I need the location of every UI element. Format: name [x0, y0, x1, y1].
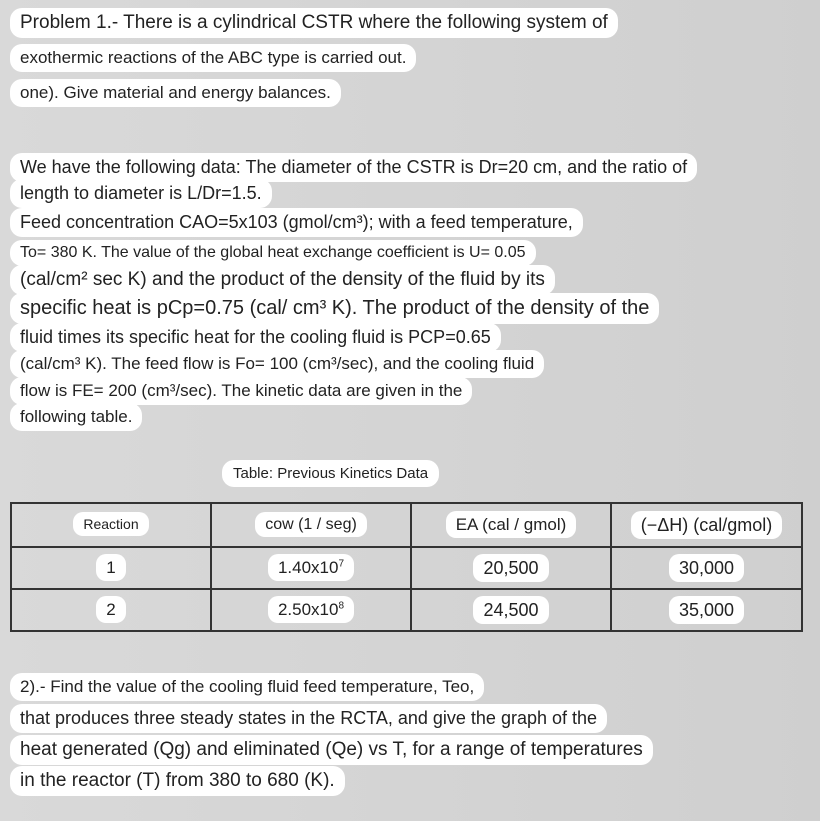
data-line: We have the following data: The diameter of the CSTR is Dr=20 cm, and the ratio of: [10, 153, 697, 182]
data-line: (cal/cm² sec K) and the product of the density of the fluid by its: [10, 265, 555, 295]
cell-dh: 30,000: [669, 554, 744, 582]
table-row: [11, 547, 802, 589]
data-line: To= 380 K. The value of the global heat exchange coefficient is U= 0.05: [10, 240, 536, 266]
table-header-row: [11, 503, 802, 547]
k-base: 2.50x10: [277, 600, 339, 619]
data-line: specific heat is pCp=0.75 (cal/ cm³ K). The product of the density of the: [10, 293, 659, 324]
header-k: cow (1 / seg): [255, 512, 367, 537]
k-exponent: 8: [338, 600, 345, 612]
problem1-line: exothermic reactions of the ABC type is carried out.: [10, 44, 416, 72]
header-reaction: Reaction: [73, 512, 148, 536]
header-ea: EA (cal / gmol): [446, 511, 577, 538]
cell-ea: 24,500: [473, 596, 548, 624]
cell-dh: 35,000: [669, 596, 744, 624]
table-caption: Table: Previous Kinetics Data: [222, 460, 439, 487]
cell-ea: 20,500: [473, 554, 548, 582]
data-line: fluid times its specific heat for the cooling fluid is PCP=0.65: [10, 323, 501, 352]
data-line: flow is FE= 200 (cm³/sec). The kinetic data are given in the: [10, 377, 472, 405]
problem1-line: Problem 1.- There is a cylindrical CSTR where the following system of: [10, 8, 618, 38]
data-line: following table.: [10, 403, 142, 431]
problem1-line: one). Give material and energy balances.: [10, 79, 341, 107]
table-row: [11, 589, 802, 631]
cell-reaction: 1: [96, 554, 125, 581]
data-line: Feed concentration CAO=5x103 (gmol/cm³); with a feed temperature,: [10, 208, 583, 237]
cell-k: [268, 596, 354, 623]
data-line: (cal/cm³ K). The feed flow is Fo= 100 (cm³/sec), and the cooling fluid: [10, 350, 544, 378]
k-exponent: 7: [338, 558, 345, 570]
problem2-line: 2).- Find the value of the cooling fluid feed temperature, Teo,: [10, 673, 484, 701]
k-base: 1.40x10: [277, 558, 339, 577]
cell-reaction: 2: [96, 596, 125, 623]
kinetics-table: [10, 502, 803, 632]
header-dh: (−ΔH) (cal/gmol): [631, 511, 783, 539]
problem2-line: in the reactor (T) from 380 to 680 (K).: [10, 766, 345, 796]
problem2-line: that produces three steady states in the RCTA, and give the graph of the: [10, 704, 607, 733]
data-line: length to diameter is L/Dr=1.5.: [10, 179, 272, 208]
problem2-line: heat generated (Qg) and eliminated (Qe) vs T, for a range of temperatures: [10, 735, 653, 765]
cell-k: [268, 554, 354, 581]
